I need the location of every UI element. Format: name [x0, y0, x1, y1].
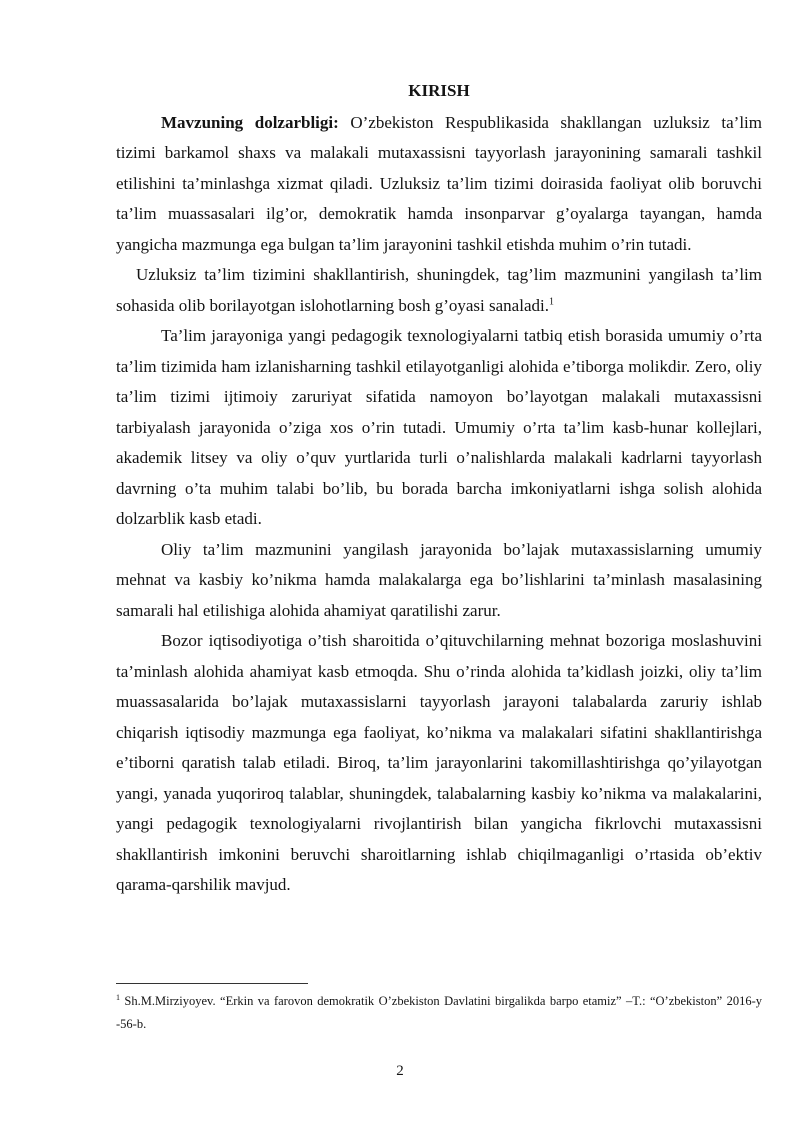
paragraph-5: Bozor iqtisodiyotiga o’tish sharoitida o’qituvchilarning mehnat bozoriga moslashuvini ta’minlash alohida ahamiyat kasb etmoqda. Shu o’rinda alohida ta’kidlash joizki, oliy ta’lim muassasalarida bo’lajak mutaxassislarni tayyorlash jarayoni talabalarda zaruriy ishlab chiqarish iqtisodiy mazmunga ega faoliyat, ko’nikma va malakalari sifatini shakllantirishga e’tiborni qaratish talab etiladi. Biroq, ta’lim jarayonlarini takomillashtirishga qo’yilayotgan yangi, yanada yuqoriroq talablar, shuningdek, talabalarning kasbiy ko’nikma va malakalarini, yangi pedagogik texnologiyalarni rivojlantirish bilan yangicha fikrlovchi mutaxassisni shakllantirish imkonini beruvchi sharoitlarning ishlab chiqilmaganligi o’rtasida ob’ektiv qarama-qarshilik mavjud. — [116, 631, 762, 894]
footnote-text: Sh.M.Mirziyoyev. “Erkin va farovon demokratik O’zbekiston Davlatini birgalikda barpo etamiz” –T.: “O’zbekiston” 2016-y -56-b. — [116, 994, 762, 1031]
footnote-divider — [116, 983, 308, 984]
intro-paragraph — [116, 108, 762, 261]
paragraph-2 — [116, 260, 762, 321]
paragraph-4: Oliy ta’lim mazmunini yangilash jarayonida bo’lajak mutaxassislarning umumiy mehnat va kasbiy ko’nikma hamda malakalarga ega bo’lishlarini ta’minlash masalasining samarali hal etilishiga alohida ahamiyat qaratilishi zarur. — [116, 539, 762, 620]
page-title: KIRISH — [408, 81, 470, 100]
footnote-number: 1 — [116, 992, 120, 1002]
footnote — [116, 990, 762, 1036]
intro-text: O’zbekiston Respublikasida shakllangan uzluksiz ta’lim tizimi barkamol shaxs va malakali mutaxassisni tayyorlash jarayonining samarali tashkil etilishini ta’minlashga xizmat qiladi. Uzluksiz ta’lim tizimi doirasida faoliyat olib boruvchi ta’lim muassasalari ilg’or, demokratik hamda insonparvar g’oyalarga tayangan, hamda yangicha mazmunga ega bulgan ta’lim jarayonini tashkil etishda muhim o’rin tutadi. — [116, 112, 763, 254]
body-text — [116, 76, 762, 901]
paragraph-2-text: Uzluksiz ta’lim tizimini shakllantirish, shuningdek, tag’lim mazmunini yangilash ta’lim sohasida olib borilayotgan islohotlarning bosh g’oyasi sanaladi. — [116, 265, 762, 315]
paragraph-3: Ta’lim jarayoniga yangi pedagogik texnologiyalarni tatbiq etish borasida umumiy o’rta ta’lim tizimida ham izlanisharning tashkil etilayotganligi alohida e’tiborga molikdir. Zero, oliy ta’lim tizimi ijtimoiy zaruriyat sifatida namoyon bo’layotgan malakali mutaxassisni tarbiyalash jarayonida o’ziga xos o’rin tutadi. Umumiy o’rta ta’lim kasb-hunar kollejlari, akademik litsey va oliy o’quv yurtlarida turli o’nalishlarda malakali kadrlarni tayyorlash davrning o’ta muhim talabi bo’lib, bu borada barcha imkoniyatlarni ishga solish alohida dolzarblik kasb etadi. — [116, 326, 762, 528]
intro-lead: Mavzuning dolzarbligi: — [161, 112, 339, 132]
page-number: 2 — [396, 1063, 404, 1079]
footnote-reference[interactable]: 1 — [548, 295, 554, 307]
